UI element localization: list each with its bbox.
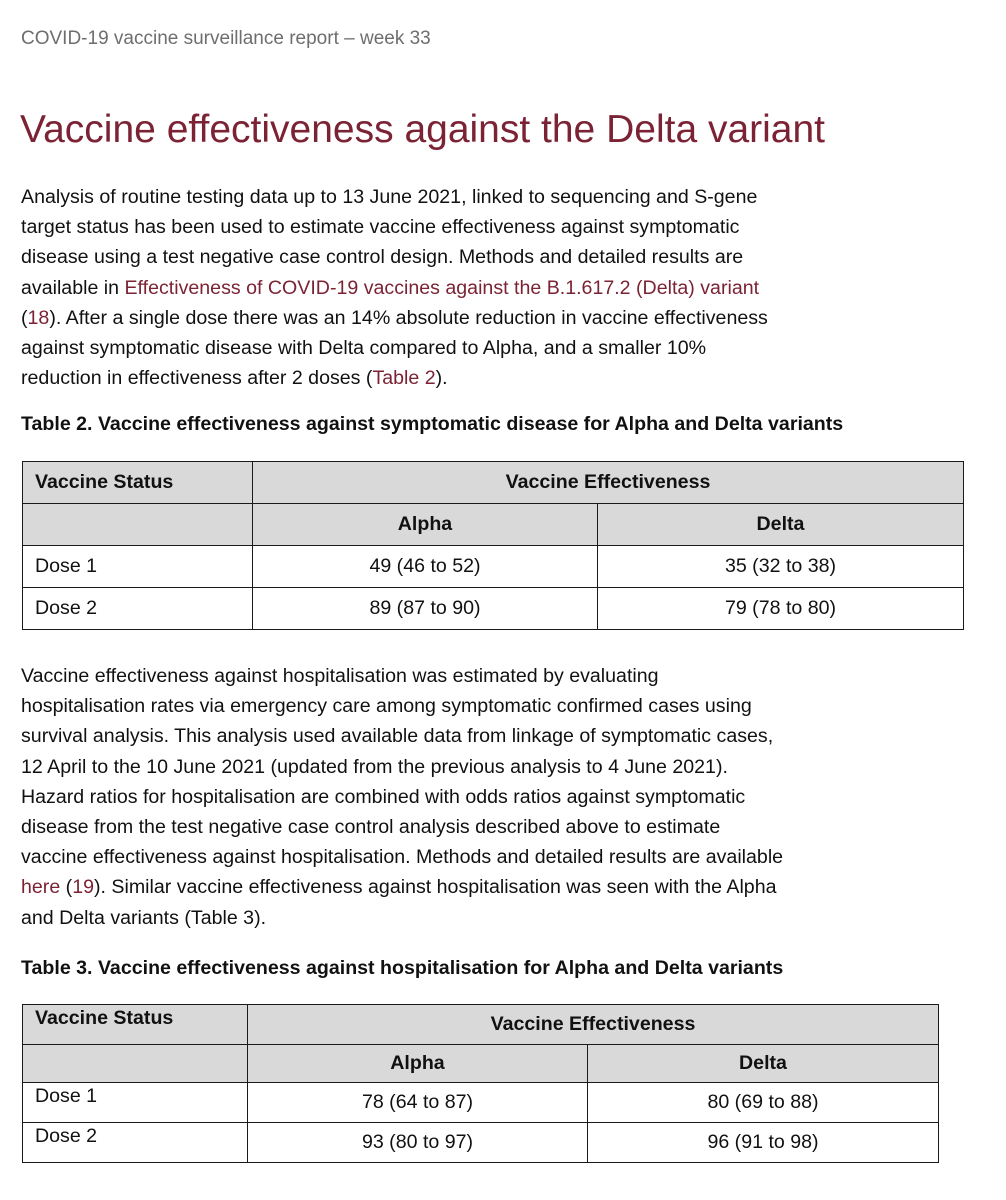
para1-line-1: Analysis of routine testing data up to 13 June 2021, linked to sequencing and S-gene xyxy=(21,186,758,208)
table-row xyxy=(23,1083,939,1123)
para2-line-7: vaccine effectiveness against hospitalisation. Methods and detailed results are available xyxy=(21,846,784,869)
para2-line-3: survival analysis. This analysis used available data from linkage of symptomatic cases, xyxy=(21,725,774,748)
cell-delta: 35 (32 to 38) xyxy=(598,546,964,588)
para1-line-6: against symptomatic disease with Delta compared to Alpha, and a smaller 10% xyxy=(21,337,707,360)
header-empty-cell xyxy=(23,1045,248,1083)
para2-line-2: hospitalisation rates via emergency care among symptomatic confirmed cases using xyxy=(21,695,752,718)
para2-line-8-text: ). Similar vaccine effectiveness against hospitalisation was seen with the Alpha xyxy=(93,876,777,899)
header-vaccine-effectiveness: Vaccine Effectiveness xyxy=(248,1005,939,1045)
cell-delta: 80 (69 to 88) xyxy=(588,1083,939,1123)
header-delta: Delta xyxy=(598,504,964,546)
cell-delta: 79 (78 to 80) xyxy=(598,588,964,630)
para2-line-4: 12 April to the 10 June 2021 (updated from the previous analysis to 4 June 2021). xyxy=(21,755,728,778)
reference-19-link[interactable]: 19 xyxy=(72,876,94,899)
cell-alpha: 93 (80 to 97) xyxy=(248,1123,588,1163)
para1-line-2: target status has been used to estimate vaccine effectiveness against symptomatic xyxy=(21,216,740,239)
paragraph-hospitalisation xyxy=(21,661,783,933)
header-vaccine-status: Vaccine Status xyxy=(23,462,253,504)
para1-line-3: disease using a test negative case control design. Methods and detailed results are xyxy=(21,246,744,269)
reference-18-link[interactable]: 18 xyxy=(27,306,50,329)
para1-line-5-open: ( xyxy=(21,306,28,329)
cell-alpha: 89 (87 to 90) xyxy=(253,588,598,630)
table-row xyxy=(23,588,964,630)
cell-alpha: 78 (64 to 87) xyxy=(248,1083,588,1123)
section-heading: Vaccine effectiveness against the Delta variant xyxy=(20,108,826,151)
para2-line-1: Vaccine effectiveness against hospitalisation was estimated by evaluating xyxy=(21,665,659,687)
cell-status: Dose 2 xyxy=(23,1123,248,1163)
para1-line-4 xyxy=(21,273,768,303)
paragraph-symptomatic xyxy=(21,182,768,393)
table-2-link[interactable]: Table 2 xyxy=(372,367,436,390)
table-2-symptomatic xyxy=(22,461,964,630)
para2-line-6: disease from the test negative case control analysis described above to estimate xyxy=(21,816,721,839)
table-row xyxy=(23,1123,939,1163)
para2-line-8-open: ( xyxy=(60,876,73,899)
para2-line-8 xyxy=(21,872,783,902)
table-3-caption: Table 3. Vaccine effectiveness against hospitalisation for Alpha and Delta variants xyxy=(21,957,784,979)
table-subheader-row xyxy=(23,504,964,546)
table-subheader-row xyxy=(23,1045,939,1083)
para2-line-5: Hazard ratios for hospitalisation are combined with odds ratios against symptomatic xyxy=(21,785,746,808)
table-header-row xyxy=(23,1005,939,1045)
cell-status: Dose 1 xyxy=(23,546,253,588)
header-empty-cell xyxy=(23,504,253,546)
header-alpha: Alpha xyxy=(248,1045,588,1083)
header-vaccine-effectiveness: Vaccine Effectiveness xyxy=(253,462,964,504)
cell-delta: 96 (91 to 98) xyxy=(588,1123,939,1163)
header-alpha: Alpha xyxy=(253,504,598,546)
header-delta: Delta xyxy=(588,1045,939,1083)
cell-status: Dose 2 xyxy=(23,588,253,630)
cell-alpha: 49 (46 to 52) xyxy=(253,546,598,588)
para1-line-5 xyxy=(21,303,768,333)
delta-effectiveness-link[interactable]: Effectiveness of COVID-19 vaccines against the B.1.617.2 (Delta) variant xyxy=(124,276,760,299)
para1-line-7-close: ). xyxy=(435,367,448,390)
table-row xyxy=(23,546,964,588)
running-header: COVID-19 vaccine surveillance report – week 33 xyxy=(21,28,431,49)
table-2-caption: Table 2. Vaccine effectiveness against symptomatic disease for Alpha and Delta variants xyxy=(21,413,844,435)
table-3-hospitalisation xyxy=(22,1004,939,1163)
cell-status: Dose 1 xyxy=(23,1083,248,1123)
para1-line-5-text: ). After a single dose there was an 14% absolute reduction in vaccine effectiveness xyxy=(49,306,768,329)
header-vaccine-status: Vaccine Status xyxy=(23,1005,248,1045)
para1-line-4-text: available in xyxy=(21,276,125,299)
para1-line-7-text: reduction in effectiveness after 2 doses ( xyxy=(21,367,373,390)
table-header-row xyxy=(23,462,964,504)
para1-line-7 xyxy=(21,363,768,393)
para2-line-9: and Delta variants (Table 3). xyxy=(21,906,267,929)
here-link[interactable]: here xyxy=(21,876,61,899)
